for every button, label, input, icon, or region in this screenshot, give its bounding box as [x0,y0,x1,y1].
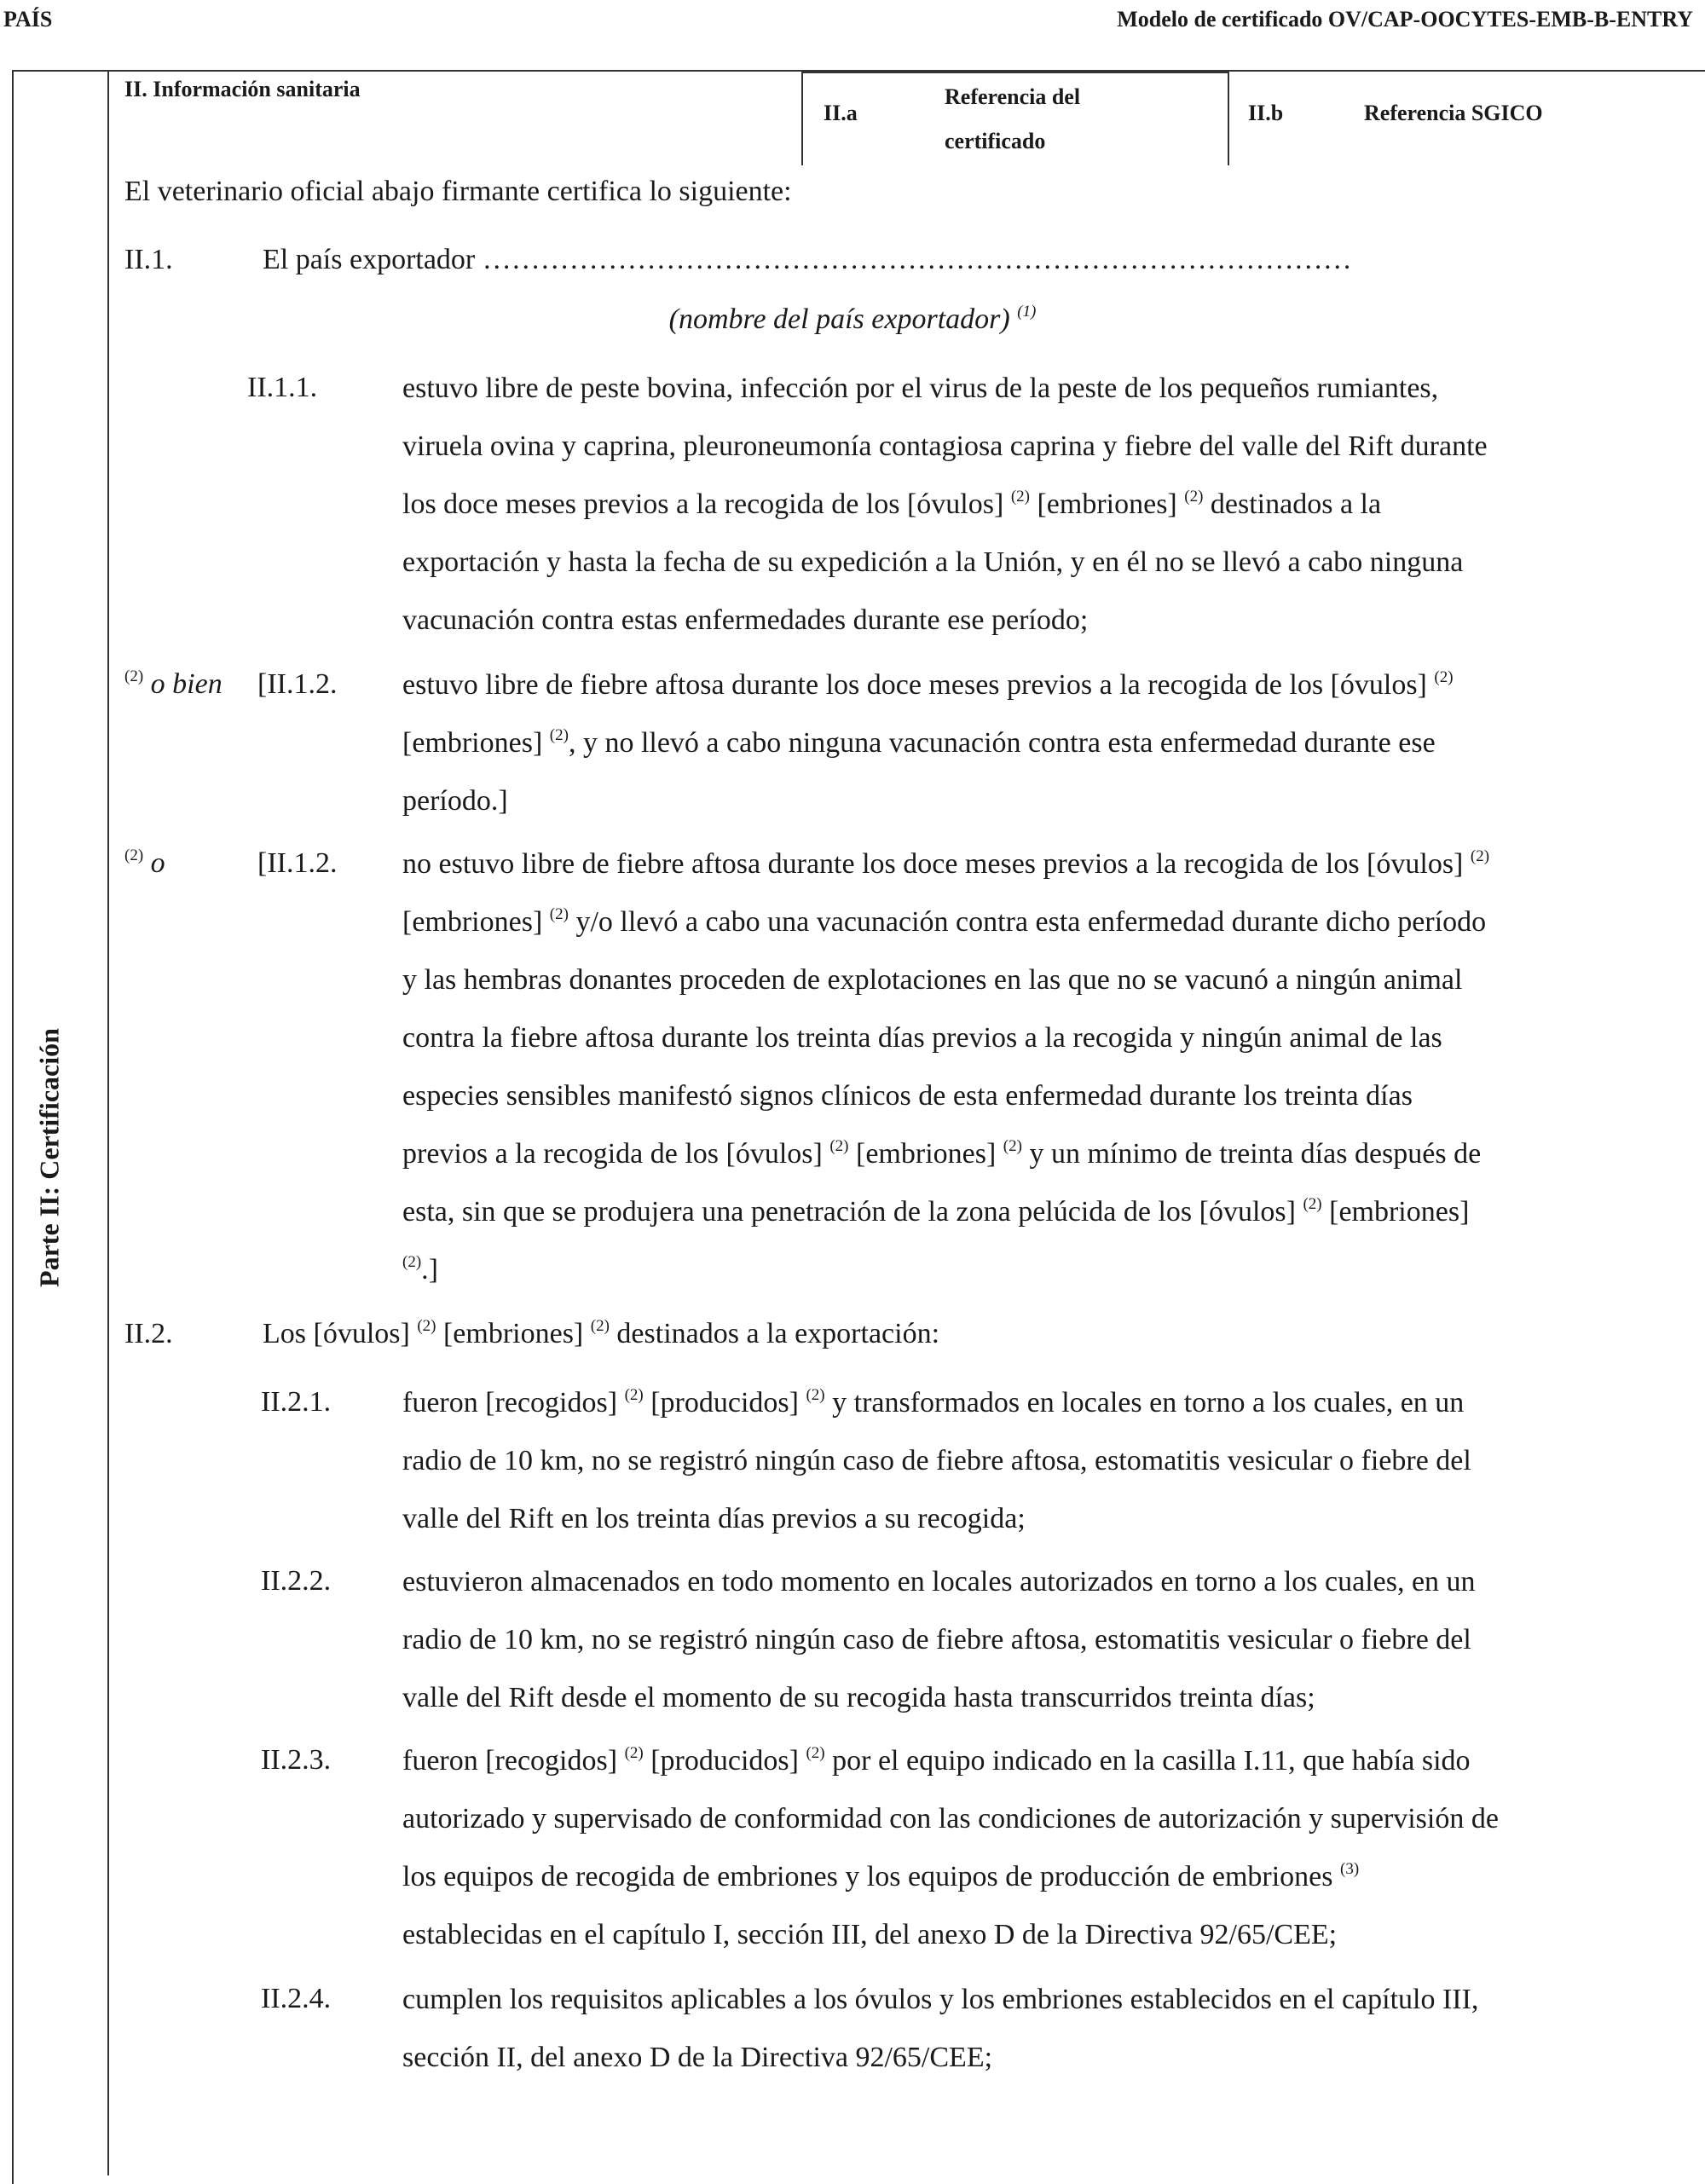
item-number-ii2: II.2. [124,1318,173,1349]
text-fragment: .] [421,1254,438,1286]
footnote-ref: (3) [1340,1860,1360,1878]
footnote-ref: (2) [624,1386,644,1404]
item-number-ii21: II.2.1. [261,1386,332,1418]
item-number-ii11: II.1.1. [247,372,318,403]
item-text-ii23 [402,1732,1499,1964]
footnote-ref: (2) [549,905,569,923]
text-fragment: [embriones] [1037,488,1177,520]
option-note-o [124,847,165,880]
text-line [402,1732,1499,1790]
certificate-model-label: Modelo de certificado OV/CAP-OOCYTES-EMB-B-ENTRY [1117,7,1693,32]
cert-ref-text: Referencia del certificado [945,84,1081,153]
item-text-ii12-b [402,835,1489,1299]
intro-statement: El veterinario oficial abajo firmante certifica lo siguiente: [124,176,792,207]
text-fragment: los equipos de recogida de embriones y los equipos de producción de embriones [402,1861,1333,1892]
item-text-ii12-a [402,656,1454,830]
header-divider-b [1228,72,1229,165]
text-fragment: [embriones] [442,1318,584,1349]
text-line: sección II, del anexo D de la Directiva 92/65/CEE; [402,2042,993,2073]
text-line: establecidas en el capítulo I, sección III, del anexo D de la Directiva 92/65/CEE; [402,1919,1338,1950]
text-fragment: no estuvo libre de fiebre aftosa durante los doce meses previos a la recogida de los [óvulos] [402,848,1464,880]
country-label: PAÍS [3,7,53,32]
text-fragment: y/o llevó a cabo una vacunación contra esta enfermedad durante dicho período [575,906,1487,938]
item-text-ii11 [402,360,1488,650]
option-word: o [150,847,165,879]
footnote-ref: (2) [624,1744,644,1762]
footnote-ref: (2) [829,1137,849,1155]
text-line [402,1374,1471,1432]
sgico-code: II.b [1248,101,1284,125]
item-number-ii1: II.1. [124,244,173,275]
text-fragment: previos a la recogida de los [óvulos] [402,1138,823,1170]
text-fragment: , y no llevó a cabo ninguna vacunación contra esta enfermedad durante ese [568,727,1436,759]
footnote-ref: (2) [1434,668,1454,686]
item-number-ii22: II.2.2. [261,1565,332,1597]
text-line: especies sensibles manifestó signos clínicos de esta enfermedad durante los treinta días [402,1080,1413,1112]
item-text-ii1: El país exportador ……………………………………………………………………………… [263,244,1352,275]
text-line: y las hembras donantes proceden de explotaciones en las que no se vacunó a ningún animal [402,964,1463,996]
header-divider-a [801,72,803,165]
item-text-ii21 [402,1374,1471,1548]
text-line: período.] [402,785,508,817]
text-fragment: destinados a la [1210,488,1382,520]
exporting-country-caption [0,303,1705,336]
text-line [402,1241,1489,1299]
text-line: radio de 10 km, no se registró ningún caso de fiebre aftosa, estomatitis vesicular o fiebre del [402,1624,1471,1655]
item-text-ii2 [263,1318,939,1350]
footnote-ref: (2) [1303,1195,1322,1213]
text-fragment: fueron [recogidos] [402,1745,618,1777]
text-line: autorizado y supervisado de conformidad con las condiciones de autorización y supervisión de [402,1803,1499,1834]
text-line: viruela ovina y caprina, pleuroneumonía contagiosa caprina y fiebre del valle del Rift durante [402,430,1488,462]
item-number-ii23: II.2.3. [261,1744,332,1776]
footnote-ref: (2) [402,1253,422,1271]
text-fragment: [producidos] [650,1387,799,1418]
option-note-o-bien [124,668,223,701]
text-fragment: [embriones] [1329,1196,1470,1228]
cert-ref-code: II.a [824,101,858,125]
item-text-ii24 [402,1971,1478,2087]
text-line: estuvieron almacenados en todo momento en locales autorizados en torno a los cuales, en un [402,1566,1476,1598]
text-fragment: y transformados en locales en torno a los cuales, en un [832,1387,1465,1418]
text-line [402,1183,1489,1241]
text-line [402,476,1488,534]
header-top-line [801,72,1229,73]
text-line [402,893,1489,951]
footnote-ref: (2) [124,667,144,685]
text-fragment: [embriones] [856,1138,997,1170]
footnote-ref: (2) [1010,488,1030,506]
text-fragment: [producidos] [650,1745,799,1777]
footnote-ref: (2) [1003,1137,1022,1155]
footnote-ref: (2) [806,1386,825,1404]
text-line [402,656,1454,714]
text-fragment: [embriones] [402,727,543,759]
text-fragment: y un mínimo de treinta días después de [1029,1138,1482,1170]
text-fragment: por el equipo indicado en la casilla I.11, que había sido [832,1745,1471,1777]
item-number-ii12-b: [II.1.2. [257,847,338,879]
caption-footnote: (1) [1017,303,1037,321]
text-fragment: destinados a la exportación: [616,1318,940,1349]
footnote-ref: (2) [1470,847,1490,865]
text-fragment: fueron [recogidos] [402,1387,618,1418]
footnote-ref: (2) [1184,488,1204,506]
text-fragment: Los [óvulos] [263,1318,410,1349]
footnote-ref: (2) [549,726,569,744]
text-line: estuvo libre de peste bovina, infección por el virus de la peste de los pequeños rumiantes, [402,373,1439,404]
text-line: valle del Rift desde el momento de su recogida hasta transcurridos treinta días; [402,1682,1315,1713]
text-line: cumplen los requisitos aplicables a los óvulos y los embriones establecidos en el capítulo III, [402,1984,1479,2015]
footnote-ref: (2) [124,846,144,864]
footnote-ref: (2) [806,1744,825,1762]
text-line: contra la fiebre aftosa durante los treinta días previos a la recogida y ningún animal de las [402,1022,1442,1054]
section-title: II. Información sanitaria [124,77,361,101]
text-fragment: los doce meses previos a la recogida de los [óvulos] [402,488,1004,520]
footnote-ref: (2) [590,1317,610,1335]
text-fragment: [embriones] [402,906,543,938]
text-line: exportación y hasta la fecha de su expedición a la Unión, y en él no se llevó a cabo ninguna [402,546,1464,578]
text-line: valle del Rift en los treinta días previos a su recogida; [402,1503,1026,1534]
item-text-ii22 [402,1553,1476,1727]
caption-text: (nombre del país exportador) [668,303,1010,335]
text-line [402,1125,1489,1183]
side-column-divider [107,70,109,2175]
text-line [402,1848,1499,1906]
text-line [402,835,1489,893]
text-line [402,714,1454,772]
text-line: vacunación contra estas enfermedades durante ese período; [402,604,1089,636]
text-line: radio de 10 km, no se registró ningún caso de fiebre aftosa, estomatitis vesicular o fiebre del [402,1445,1471,1476]
option-word: o bien [150,668,223,700]
footnote-ref: (2) [417,1317,436,1335]
sgico-text: Referencia SGICO [1364,101,1543,125]
item-number-ii12-a: [II.1.2. [257,668,338,700]
text-fragment: esta, sin que se produjera una penetración de la zona pelúcida de los [óvulos] [402,1196,1296,1228]
item-number-ii24: II.2.4. [261,1983,332,2014]
text-fragment: estuvo libre de fiebre aftosa durante los doce meses previos a la recogida de los [óvulos] [402,669,1427,701]
part-ii-side-label: Parte II: Certificación [33,1028,65,1287]
